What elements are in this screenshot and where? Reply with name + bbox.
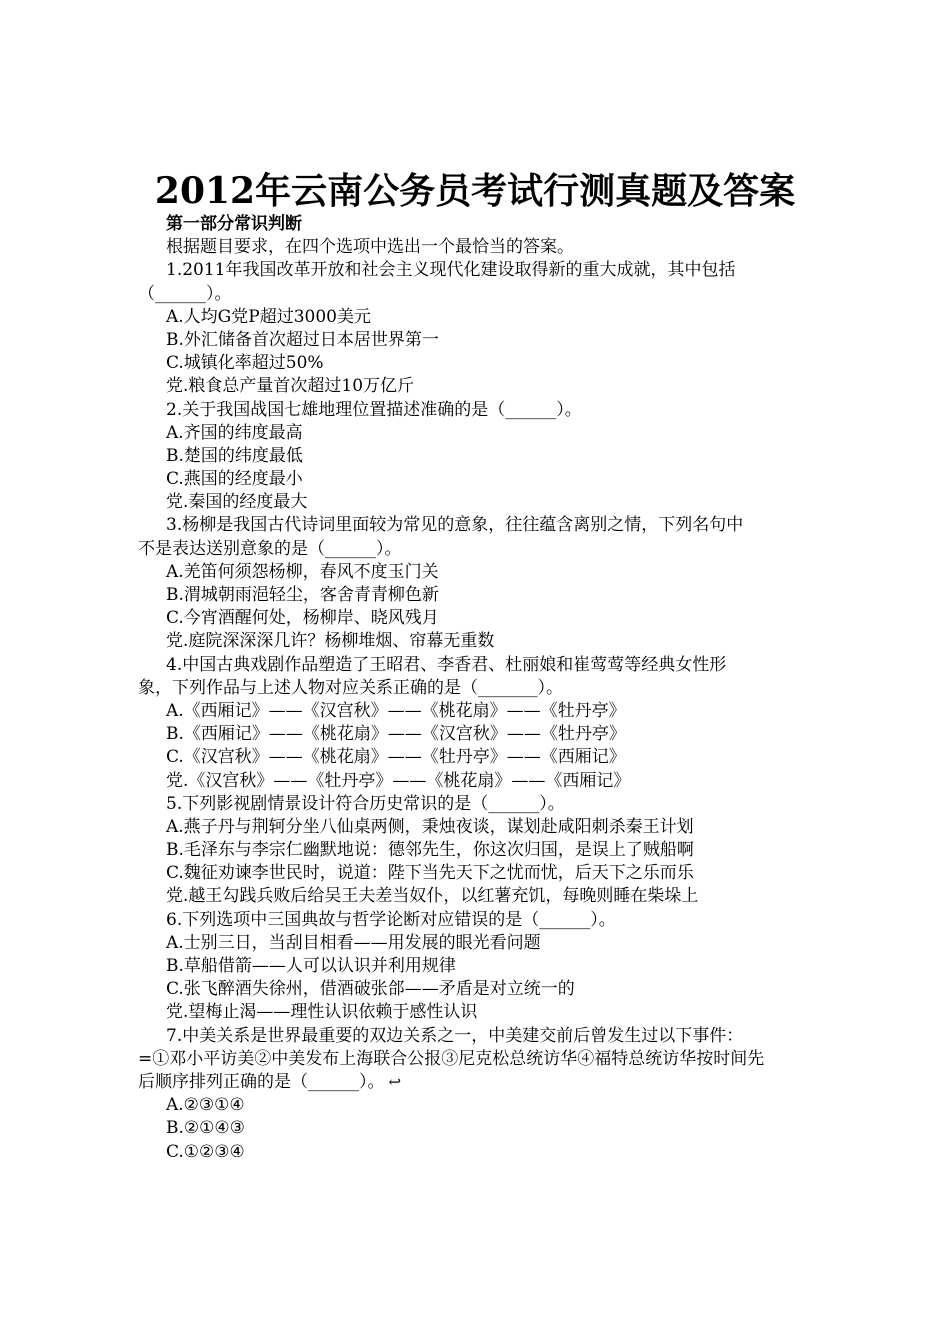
question-4-option-a: A.《西厢记》——《汉宫秋》——《桃花扇》——《牡丹亭》: [166, 700, 626, 721]
question-5-option-b: B.毛泽东与李宗仁幽默地说：德邻先生，你这次归国，是误上了贼船啊: [166, 840, 694, 861]
question-7-stem-cont-2-text: 后顺序排列正确的是（______）。: [138, 1071, 385, 1092]
question-7-stem: 7.中美关系是世界最重要的双边关系之一，中美建交前后曾发生过以下事件：: [166, 1025, 744, 1046]
question-4-stem-cont: 象，下列作品与上述人物对应关系正确的是（_______）。: [138, 677, 563, 698]
question-6-option-b: B.草船借箭——人可以认识并利用规律: [166, 956, 456, 976]
question-5-option-d: 党.越王勾践兵败后给吴王夫差当奴仆，以红薯充饥，每晚则睡在柴垛上: [166, 886, 699, 907]
question-2-option-a: A.齐国的纬度最高: [166, 422, 303, 443]
question-7-stem-cont-2: [138, 1071, 828, 1094]
document-title: 2012年云南公务员考试行测真题及答案: [154, 170, 796, 212]
question-5-option-c: C.魏征劝谏李世民时，说道：陛下当先天下之忧而忧，后天下之乐而乐: [166, 863, 694, 884]
question-1-option-c: C.城镇化率超过50%: [166, 353, 324, 374]
question-1-option-a: A.人均G党P超过3000美元: [166, 306, 371, 327]
instruction-text: 根据题目要求，在四个选项中选出一个最恰当的答案。: [166, 237, 574, 258]
question-3-option-a: A.羌笛何须怨杨柳，春风不度玉门关: [166, 561, 439, 582]
question-6-option-d: 党.望梅止渴——理性认识依赖于感性认识: [166, 1002, 478, 1023]
question-4-option-d: 党.《汉宫秋》——《牡丹亭》——《桃花扇》——《西厢记》: [166, 770, 631, 791]
question-4-stem: 4.中国古典戏剧作品塑造了王昭君、李香君、杜丽娘和崔莺莺等经典女性形: [166, 654, 727, 675]
question-3-option-d: 党.庭院深深深几许？杨柳堆烟、帘幕无重数: [166, 631, 495, 652]
question-7-option-a: A.②③①④: [166, 1095, 245, 1116]
question-7-option-b: B.②①④③: [166, 1118, 245, 1139]
question-7-option-c: C.①②③④: [166, 1141, 245, 1162]
section-heading: 第一部分常识判断: [166, 214, 302, 234]
question-1-option-b: B.外汇储备首次超过日本居世界第一: [166, 329, 439, 350]
question-4-option-b: B.《西厢记》——《桃花扇》——《汉宫秋》——《牡丹亭》: [166, 724, 626, 745]
question-1-stem-cont: （______）。: [138, 283, 232, 304]
pointer-mark-icon: ↩: [388, 1072, 402, 1091]
question-1-stem: 1.2011年我国改革开放和社会主义现代化建设取得新的重大成就，其中包括: [166, 260, 736, 281]
question-5-stem: 5.下列影视剧情景设计符合历史常识的是（______）。: [166, 793, 565, 814]
question-3-stem: 3.杨柳是我国古代诗词里面较为常见的意象，往往蕴含离别之情，下列名句中: [166, 515, 744, 536]
question-1-option-d: 党.粮食总产量首次超过10万亿斤: [166, 376, 415, 397]
question-2-option-c: C.燕国的经度最小: [166, 469, 303, 490]
question-2-stem: 2.关于我国战国七雄地理位置描述准确的是（______）。: [166, 399, 582, 420]
question-5-option-a: A.燕子丹与荆轲分坐八仙桌两侧，秉烛夜谈，谋划赴咸阳刺杀秦王计划: [166, 816, 694, 837]
question-3-stem-cont: 不是表达送别意象的是（______）。: [138, 538, 402, 559]
question-2-option-b: B.楚国的纬度最低: [166, 445, 303, 466]
question-6-option-a: A.士别三日，当刮目相看——用发展的眼光看问题: [166, 932, 541, 953]
question-6-stem: 6.下列选项中三国典故与哲学论断对应错误的是（______）。: [166, 909, 616, 930]
question-2-option-d: 党.秦国的经度最大: [166, 492, 308, 513]
question-4-option-c: C.《汉宫秋》——《桃花扇》——《牡丹亭》——《西厢记》: [166, 747, 626, 768]
document-body: [138, 213, 828, 1164]
question-7-stem-cont: =①邓小平访美②中美发布上海联合公报③尼克松总统访华④福特总统访华按时间先: [138, 1048, 765, 1069]
question-3-option-c: C.今宵酒醒何处，杨柳岸、晓风残月: [166, 608, 439, 629]
question-3-option-b: B.渭城朝雨浥轻尘，客舍青青柳色新: [166, 585, 439, 605]
question-6-option-c: C.张飞醉酒失徐州，借酒破张郃——矛盾是对立统一的: [166, 979, 575, 1000]
